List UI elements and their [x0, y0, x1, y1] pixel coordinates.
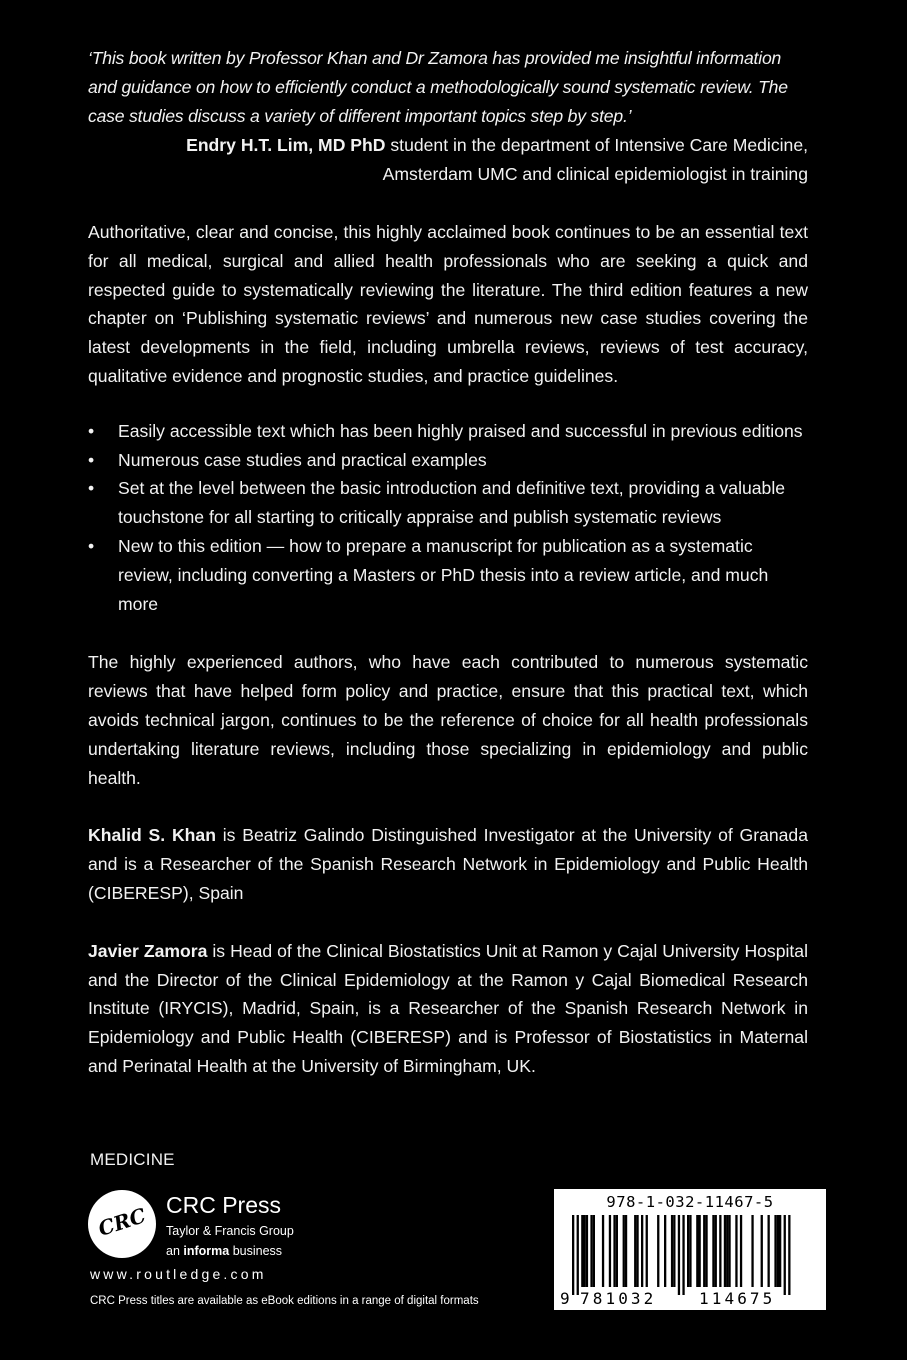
barcode-bar: [671, 1215, 673, 1287]
barcode-bar: [777, 1215, 779, 1287]
business-prefix: an: [166, 1244, 184, 1258]
barcode-bar: [740, 1215, 742, 1287]
feature-text: New to this edition — how to prepare a manuscript for publication as a systematic review, including converting a Masters or PhD thesis into a review article, and much more: [118, 535, 769, 614]
bullet-icon: •: [88, 478, 95, 499]
bio-khan-text: is Beatriz Galindo Distinguished Investigator at the University of Granada and is a Researcher of the Spanish Research Network in Epidemiology and Public Health (CIBERESP), Spain: [88, 825, 808, 903]
barcode-bar: [788, 1215, 790, 1295]
crc-logo-icon: [88, 1190, 156, 1258]
barcode-bar: [728, 1215, 730, 1287]
barcode-bar: [699, 1215, 701, 1287]
barcode-bar: [761, 1215, 763, 1287]
authors-paragraph: The highly experienced authors, who have each contributed to numerous systematic reviews that have helped form policy and practice, ensure that this practical text, which avoids technical jargon, continues to be the reference of choice for all health professionals undertaking literature reviews, including those specializing in epidemiology and public health.: [88, 652, 808, 788]
feature-item: [88, 417, 808, 446]
barcode-bar: [724, 1215, 726, 1287]
publisher-logo: [88, 1188, 348, 1268]
endorsement-quote: ‘This book written by Professor Khan and Dr Zamora has provided me insightful information and guidance on how to efficiently conduct a methodologically sound systematic review. The case studies discuss a variety of different important topics step by step.’: [88, 48, 788, 126]
barcode-bar: [784, 1215, 786, 1295]
barcode-bar: [664, 1215, 666, 1287]
barcode-bar: [768, 1215, 770, 1287]
feature-item: [88, 532, 808, 618]
barcode-bar: [584, 1215, 586, 1287]
barcode-bar: [689, 1215, 691, 1287]
feature-list: [88, 417, 808, 619]
barcode-bars: [572, 1215, 808, 1295]
feature-item: [88, 474, 808, 532]
feature-item: [88, 446, 808, 475]
barcode-bar: [673, 1215, 675, 1287]
barcode-bar: [703, 1215, 705, 1287]
feature-text: Easily accessible text which has been highly praised and successful in previous editions: [118, 420, 803, 441]
barcode-bar: [602, 1215, 604, 1287]
barcode-bar: [581, 1215, 583, 1287]
barcode-bar: [726, 1215, 728, 1287]
bullet-icon: •: [88, 535, 95, 556]
barcode-bar: [613, 1215, 615, 1287]
barcode-bar: [616, 1215, 618, 1287]
bullet-icon: •: [88, 420, 95, 441]
book-description: Authoritative, clear and concise, this highly acclaimed book continues to be an essential text for all medical, surgical and allied health professionals who are seeking a quick and respected guide to systematically reviewing the literature. The third edition features a new chapter on ‘Publishing systematic reviews’ and numerous new case studies covering the latest developments in the field, including umbrella reviews, reviews of test accuracy, qualitative evidence and prognostic studies, and practice guidelines.: [88, 222, 808, 386]
barcode-bar: [712, 1215, 714, 1287]
barcode-bar: [641, 1215, 643, 1287]
barcode-bar: [751, 1215, 753, 1287]
ebook-note: CRC Press titles are available as eBook editions in a range of digital formats: [90, 1295, 479, 1307]
barcode-bar: [593, 1215, 595, 1287]
quote-attribution: [88, 131, 808, 189]
publisher-business: [166, 1244, 282, 1258]
ean-first-digit: 9: [560, 1289, 570, 1308]
barcode-bar: [774, 1215, 776, 1287]
bio-zamora-name: Javier Zamora: [88, 940, 208, 961]
crc-logo-text: CRC: [95, 1203, 149, 1241]
bio-zamora-text: is Head of the Clinical Biostatistics Unit at Ramon y Cajal University Hospital and the Director of the Clinical Epidemiology at the Ramon y Cajal Biomedical Research Institute (IRYCIS), Madrid, Spain, is a Researcher of the Spanish Research Network in Epidemiology and Public Health (CIBERESP) and is Professor of Biostatistics in Maternal and Perinatal Health at the University of Birmingham, UK.: [88, 940, 809, 1076]
barcode-bar: [572, 1215, 574, 1295]
barcode-bar: [719, 1215, 721, 1287]
barcode-bar: [625, 1215, 627, 1287]
ean-right-digits: 114675: [699, 1289, 776, 1308]
barcode-bar: [682, 1215, 684, 1295]
isbn-barcode: [553, 1188, 827, 1311]
publisher-group: Taylor & Francis Group: [166, 1224, 294, 1238]
bio-zamora: [88, 937, 808, 1081]
barcode-bar: [657, 1215, 659, 1287]
publisher-name: CRC Press: [166, 1192, 282, 1218]
barcode-bar: [779, 1215, 781, 1287]
barcode-bar: [636, 1215, 638, 1287]
barcode-bar: [586, 1215, 588, 1287]
barcode-bar: [705, 1215, 707, 1287]
barcode-bar: [715, 1215, 717, 1287]
feature-text: Set at the level between the basic introduction and definitive text, providing a valuable touchstone for all starting to critically appraise and publish systematic reviews: [118, 478, 786, 528]
quote-author-affiliation-2: Amsterdam UMC and clinical epidemiologist in training: [382, 164, 808, 184]
bullet-icon: •: [88, 449, 95, 470]
barcode-bar: [687, 1215, 689, 1287]
feature-text: Numerous case studies and practical examples: [118, 449, 487, 470]
barcode-bar: [735, 1215, 737, 1287]
quote-author-affiliation: student in the department of Intensive Care Medicine,: [385, 135, 808, 155]
business-bold: informa: [183, 1244, 230, 1258]
bio-khan: [88, 821, 808, 907]
barcode-bar: [577, 1215, 579, 1295]
bio-khan-name: Khalid S. Khan: [88, 825, 216, 846]
subject-category: MEDICINE: [90, 1150, 175, 1169]
publisher-website[interactable]: www.routledge.com: [90, 1266, 267, 1282]
quote-author-name: Endry H.T. Lim, MD PhD: [186, 135, 386, 155]
business-suffix: business: [229, 1244, 283, 1258]
back-cover-text: [88, 44, 808, 1081]
barcode-bar: [609, 1215, 611, 1287]
barcode-bar: [646, 1215, 648, 1287]
barcode-bar: [678, 1215, 680, 1295]
barcode-bar: [623, 1215, 625, 1287]
barcode-bar: [696, 1215, 698, 1287]
barcode-bar: [590, 1215, 592, 1287]
ean-left-digits: 781032: [580, 1289, 657, 1308]
isbn-number: 978-1-032-11467-5: [606, 1193, 774, 1211]
barcode-bar: [634, 1215, 636, 1287]
